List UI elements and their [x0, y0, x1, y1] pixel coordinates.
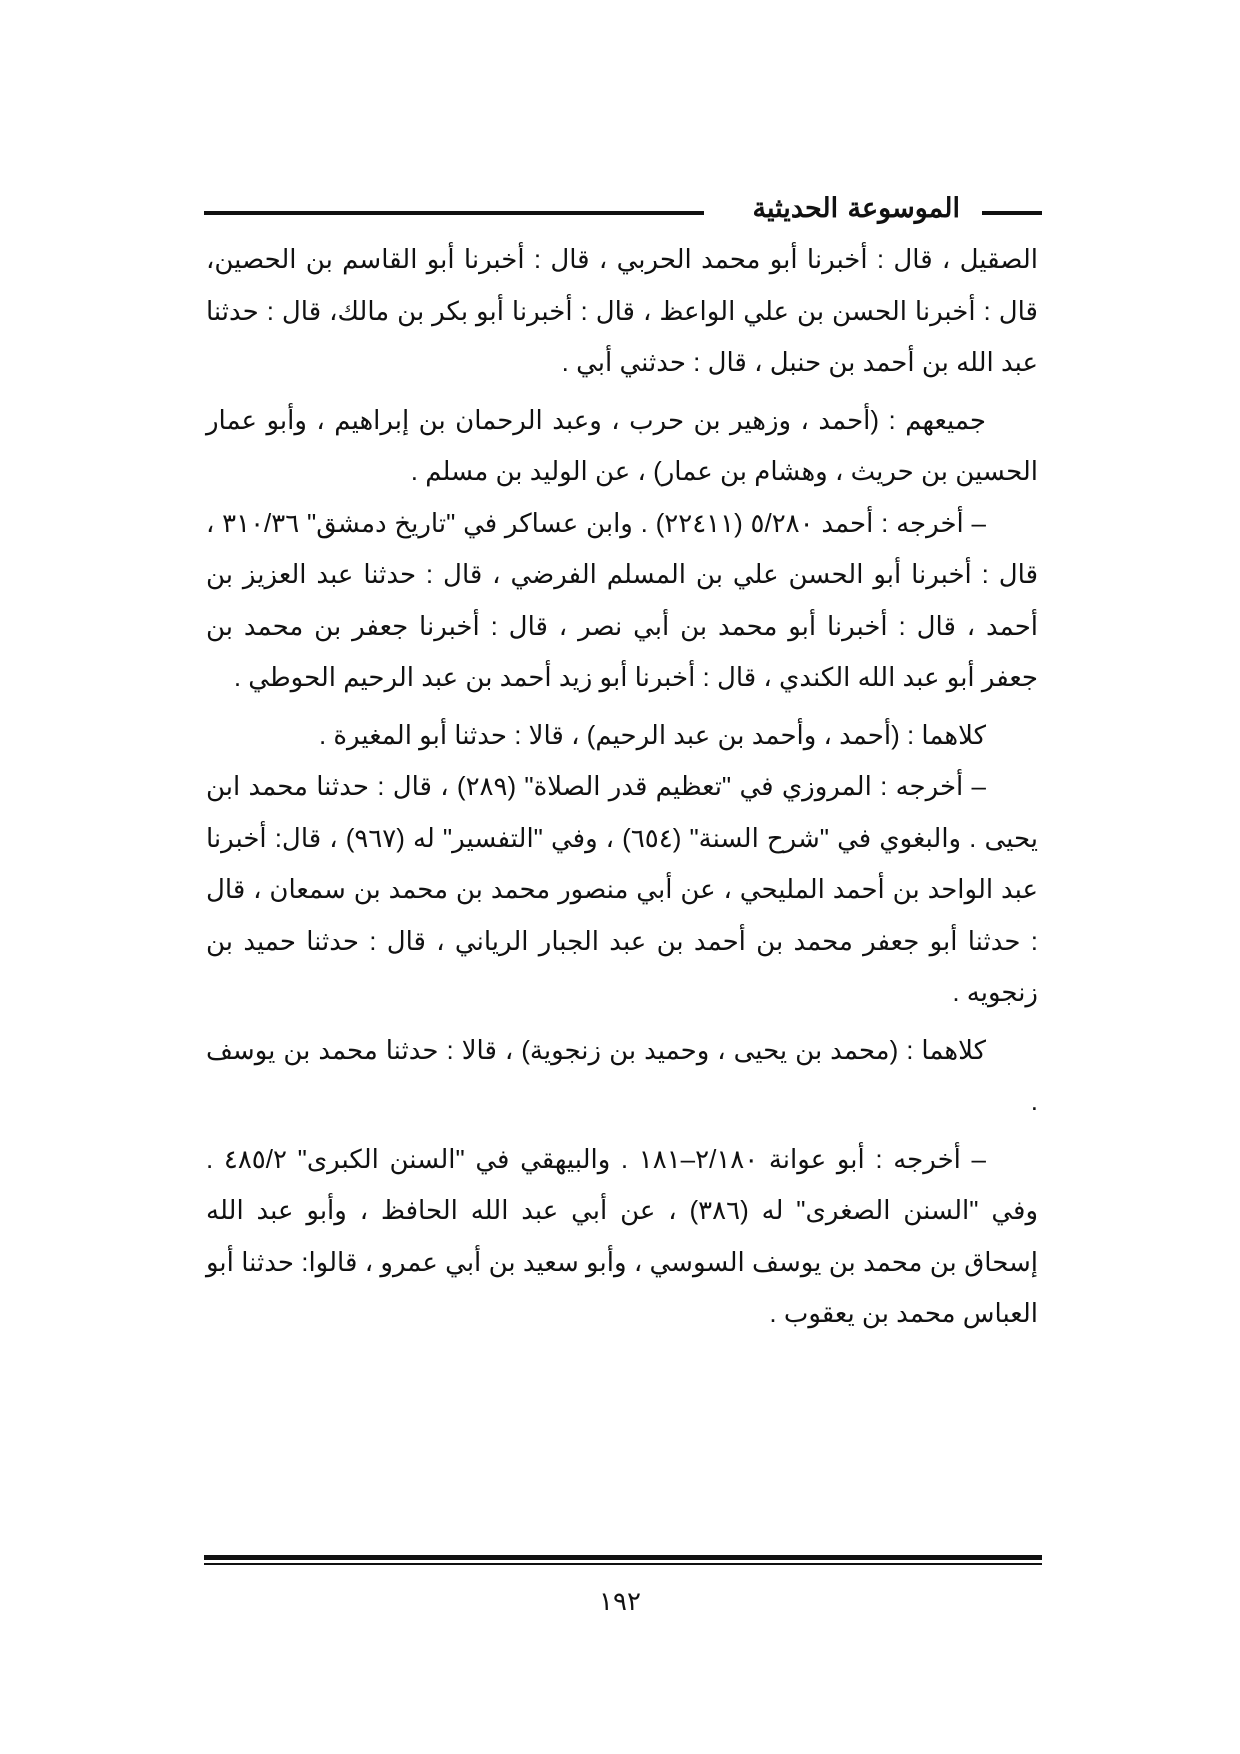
paragraph-takhrij-abu-awana: – أخرجه : أبو عوانة ٢/١٨٠–١٨١ . والبيهقي في "السنن الكبرى" ٤٨٥/٢ . وفي "السنن الصغرى" له (٣٨٦) ، عن أبي عبد الله الحافظ ، وأبو عبد الله إسحاق بن محمد بن يوسف السوسي ، وأبو سعيد بن أبي عمرو ، قالوا: حدثنا أبو العباس محمد بن يعقوب . [206, 1143, 1039, 1328]
header-rule-short [982, 211, 1042, 215]
paragraph-both-abu-mughira: كلاهما : (أحمد ، وأحمد بن عبد الرحيم) ، قالا : حدثنا أبو المغيرة . [318, 719, 986, 750]
running-header [204, 192, 1042, 232]
paragraph-all-of-them: جميعهم : (أحمد ، وزهير بن حرب ، وعبد الرحمان بن إبراهيم ، وأبو عمار الحسين بن حريث ، وهشام بن عمار) ، عن الوليد بن مسلم . [206, 404, 1038, 486]
footer-rule-thick [204, 1555, 1042, 1560]
page-number: ١٩٢ [599, 1586, 641, 1616]
paragraph-takhrij-marwazi: – أخرجه : المروزي في "تعظيم قدر الصلاة" (٢٨٩) ، قال : حدثنا محمد ابن يحيى . والبغوي في "شرح السنة" (٦٥٤) ، وفي "التفسير" له (٩٦٧) ، قال: أخبرنا عبد الواحد بن أحمد المليحي ، عن أبي منصور محمد بن محمد بن سمعان ، قال : حدثنا أبو جعفر محمد بن أحمد بن عبد الجبار الرياني ، قال : حدثنا حميد بن زنجويه . [206, 771, 1038, 1007]
body-text [206, 234, 1038, 1340]
paragraph-both-muhammad-yusuf: كلاهما : (محمد بن يحيى ، وحميد بن زنجوية) ، قالا : حدثنا محمد بن يوسف . [206, 1034, 1038, 1116]
footer-rule-thin [204, 1563, 1042, 1565]
paragraph-takhrij-ahmad: – أخرجه : أحمد ٥/٢٨٠ (٢٢٤١١) . وابن عساكر في "تاريخ دمشق" ٣١٠/٣٦ ، قال : أخبرنا أبو الحسن علي بن المسلم الفرضي ، قال : حدثنا عبد العزيز بن أحمد ، قال : أخبرنا أبو محمد بن أبي نصر ، قال : أخبرنا جعفر بن محمد بن جعفر أبو عبد الله الكندي ، قال : أخبرنا أبو زيد أحمد بن عبد الرحيم الحوطي . [206, 507, 1038, 692]
paragraph-chain-narration: الصقيل ، قال : أخبرنا أبو محمد الحربي ، قال : أخبرنا أبو القاسم بن الحصين، قال : أخبرنا الحسن بن علي الواعظ ، قال : أخبرنا أبو بكر بن مالك، قال : حدثنا عبد الله بن أحمد بن حنبل ، قال : حدثني أبي . [206, 244, 1038, 377]
header-title: الموسوعة الحديثية [752, 193, 960, 224]
header-rule-long [204, 211, 704, 215]
